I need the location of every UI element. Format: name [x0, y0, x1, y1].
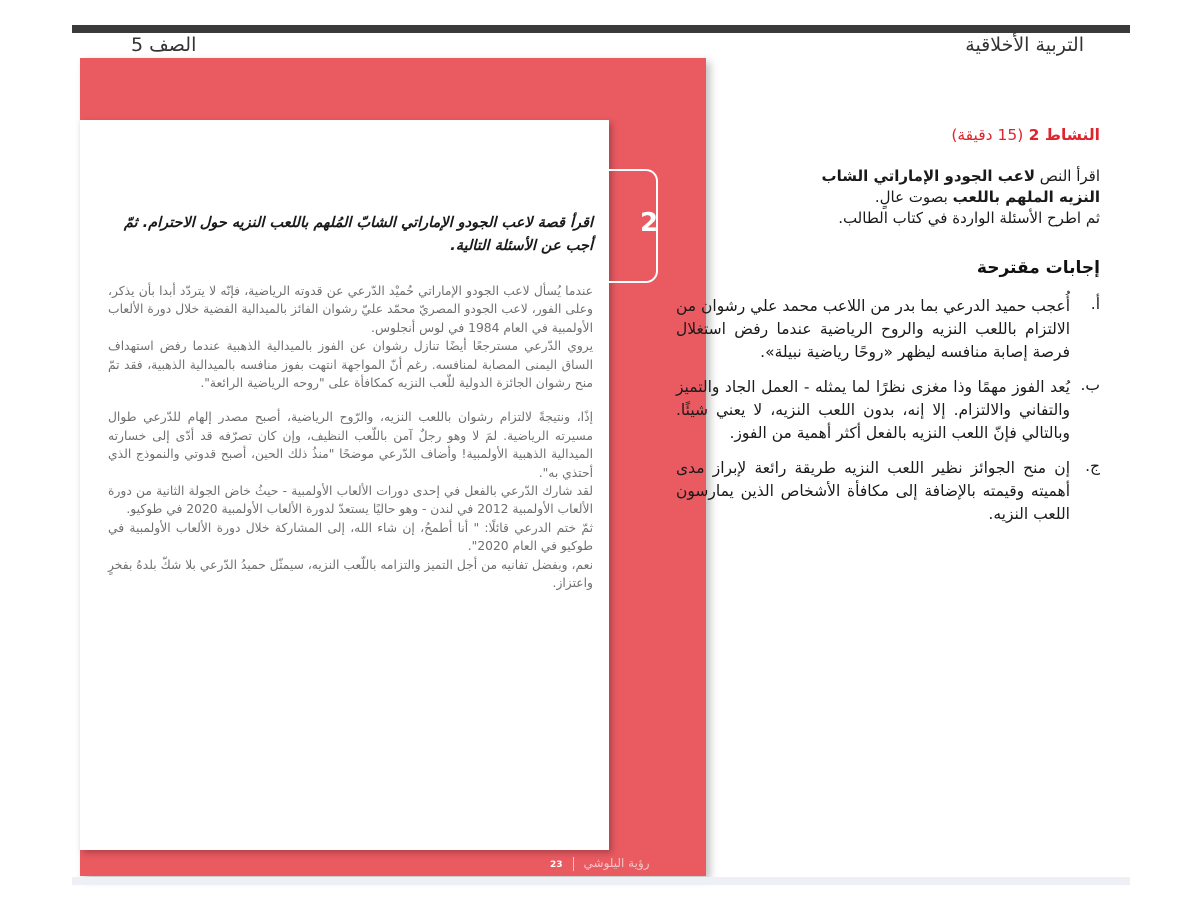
answer-item: [676, 457, 1100, 526]
bottom-band: [72, 877, 1130, 885]
intro-pre: اقرأ النص: [1035, 167, 1100, 185]
grade-label: الصف 5: [131, 34, 197, 56]
intro-story-title: لاعب الجودو الإماراتي الشاب النزيه الملهم باللعب: [821, 167, 1100, 206]
answers-list: [676, 295, 1100, 538]
book-page-number: 23: [550, 860, 563, 870]
story-card: [80, 120, 609, 850]
activity-label: النشاط 2: [1028, 126, 1100, 144]
book-footer-text: رؤية اليلوشي: [583, 856, 650, 870]
book-footer: [550, 856, 650, 871]
activity-title: [940, 126, 1100, 144]
intro-line-2: ثم اطرح الأسئلة الواردة في كتاب الطالب.: [838, 209, 1100, 227]
student-book-excerpt: [80, 58, 706, 876]
answer-item: [676, 376, 1100, 445]
story-heading: اقرأ قصة لاعب الجودو الإماراتي الشابّ المُلهم باللعب النزيه حول الاحترام. ثمّ أجب عن الأسئلة التالية.: [123, 215, 593, 254]
subject-title: التربية الأخلاقية: [965, 34, 1084, 56]
activity-number-badge: 2: [640, 208, 659, 238]
story-paragraph: لقد شارك الدّرعي بالفعل في إحدى دورات الألعاب الأولمبية - حيثُ خاض الجولة الثانية من دورة الألعاب الأولمبية 2012 في لندن - وهو حاليًا يستعدّ لدورة الألعاب الأولمبية 2020 في طوكيو.: [108, 484, 593, 517]
answer-text: أُعجب حميد الدرعي بما بدر من اللاعب محمد علي رشوان من الالتزام باللعب النزيه والروح الرياضية عندما رفض استغلال فرصة إصابة منافسه ليظهر «روحًا رياضية نبيلة».: [676, 297, 1070, 361]
activity-duration: (15 دقيقة): [951, 126, 1024, 144]
paragraph-gap: [108, 392, 593, 408]
answer-letter: ب.: [1080, 376, 1100, 394]
answer-text: يُعد الفوز مهمًا وذا مغزى نظرًا لما يمثله - العمل الجاد والتميز والتفاني والالتزام. إلا إنه، بدون اللعب النزيه، لا يعني شيئًا. وبالتالي فإنّ اللعب النزيه بالفعل أكثر أهمية من الفوز.: [676, 378, 1070, 442]
top-rule: [72, 25, 1130, 33]
story-paragraph: إذًا، ونتيجةً لالتزام رشوان باللعب النزيه، والرّوح الرياضية، أصبح مصدر إلهام للدّرعي طوال مسيرته الرياضية. لمَ لا وهو رجلٌ آمن باللّعب النظيف، وإن كان تصرّفه قد أدّى إلى خسارته الميدالية الذهبية الأولمبية! وأضاف الدّرعي موضحًا "منذُ ذلك الحين، أصبح قدوتي والنموذج الذي أحتذي به".: [108, 410, 593, 480]
story-body: [108, 282, 593, 593]
intro-post: بصوت عالٍ.: [874, 188, 953, 206]
answers-heading: إجابات مقترحة: [976, 258, 1100, 278]
story-paragraph: نعم، وبفضل تفانيه من أجل التميز والتزامه باللّعب النزيه، سيمثّل حميدُ الدّرعي بلا شكّ بلدهُ بفخرٍ واعتزاز.: [108, 557, 593, 591]
activity-instructions: [800, 166, 1100, 229]
story-paragraph: عندما يُسأل لاعب الجودو الإماراتي حُميْد الدّرعي عن قدوته الرياضية، فإنّه لا يتردّد أبدا بأن يذكر، وعلى الفور، لاعب الجودو المصريّ محمّد عليّ رشوان الفائز بالميدالية الفضية خلال دورة الألعاب الأولمبية في العام 1984 في لوس أنجلوس.: [108, 284, 593, 335]
answer-text: إن منح الجوائز نظير اللعب النزيه طريقة رائعة لإبراز مدى أهميته وقيمته بالإضافة إلى مكافأة الأشخاص الذين يمارسون اللعب النزيه.: [676, 459, 1070, 523]
answer-letter: ج.: [1085, 457, 1100, 475]
story-paragraph: ثمّ ختم الدرعي قائلًا: " أنا أطمحُ، إن شاء الله، إلى المشاركة خلال دورة الألعاب الأولمبية في طوكيو في العام 2020".: [108, 520, 593, 554]
story-paragraph: يروي الدّرعي مسترجعًا أيضًا تنازل رشوان عن الفوز بالميدالية الذهبية عندما رفض استهداف الساق اليمنى المصابة لمنافسه. رغم أنّ المواجهة انتهت بفوز منافسه بالميدالية الذهبية، فقد تمّ منح رشوان الجائزة الدولية للّعب النزيه كمكافأة على "روحه الرياضية الرائعة".: [108, 339, 593, 391]
answer-item: [676, 295, 1100, 364]
footer-divider: [573, 857, 574, 871]
answer-letter: أ.: [1090, 295, 1100, 313]
